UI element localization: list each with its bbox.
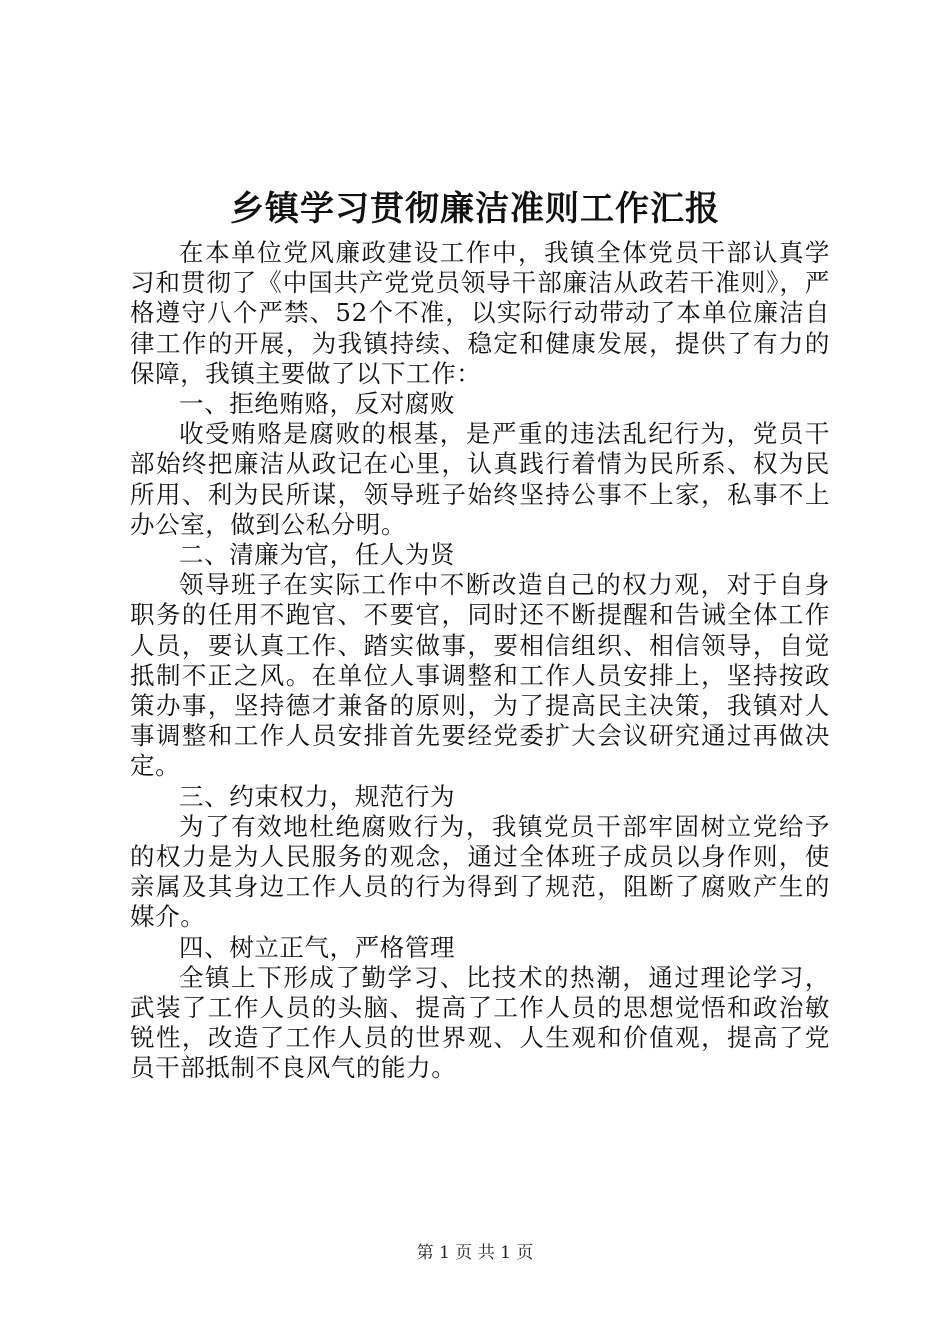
section-paragraph-1: 收受贿赂是腐败的根基，是严重的违法乱纪行为，党员干部始终把廉洁从政记在心里，认真践行着情为民所系、权为民所用、利为民所谋，领导班子始终坚持公事不上家，私事不上办公室，做到公私分明。 — [130, 419, 830, 539]
section-paragraph-4: 全镇上下形成了勤学习、比技术的热潮，通过理论学习，武装了工作人员的头脑、提高了工作人员的思想觉悟和政治敏锐性，改造了工作人员的世界观、人生观和价值观，提高了党员干部抵制不良风气的能力。 — [130, 962, 830, 1083]
page-footer: 第 1 页 共 1 页 — [416, 1243, 534, 1263]
document-body — [130, 238, 830, 1084]
section-heading-2: 二、清廉为官，任人为贤 — [179, 540, 456, 570]
section-heading-1: 一、拒绝贿赂，反对腐败 — [179, 389, 456, 419]
section-paragraph-3: 为了有效地杜绝腐败行为，我镇党员干部牢固树立党给予的权力是为人民服务的观念，通过全体班子成员以身作则，使亲属及其身边工作人员的行为得到了规范，阻断了腐败产生的媒介。 — [130, 811, 830, 932]
section-heading-4: 四、树立正气，严格管理 — [179, 932, 456, 962]
section-heading-3: 三、约束权力，规范行为 — [179, 781, 456, 811]
intro-paragraph: 在本单位党风廉政建设工作中，我镇全体党员干部认真学习和贯彻了《中国共产党党员领导干部廉洁从政若干准则》，严格遵守八个严禁、52个不准，以实际行动带动了本单位廉洁自律工作的开展，为我镇持续、稳定和健康发展，提供了有力的保障，我镇主要做了以下工作： — [130, 238, 830, 388]
document-title: 乡镇学习贯彻廉洁准则工作汇报 — [230, 189, 720, 229]
section-paragraph-2: 领导班子在实际工作中不断改造自己的权力观，对于自身职务的任用不跑官、不要官，同时还不断提醒和告诫全体工作人员，要认真工作、踏实做事，要相信组织、相信领导，自觉抵制不正之风。在单位人事调整和工作人员安排上，坚持按政策办事，坚持德才兼备的原则，为了提高民主决策，我镇对人事调整和工作人员安排首先要经党委扩大会议研究通过再做决定。 — [130, 570, 830, 781]
